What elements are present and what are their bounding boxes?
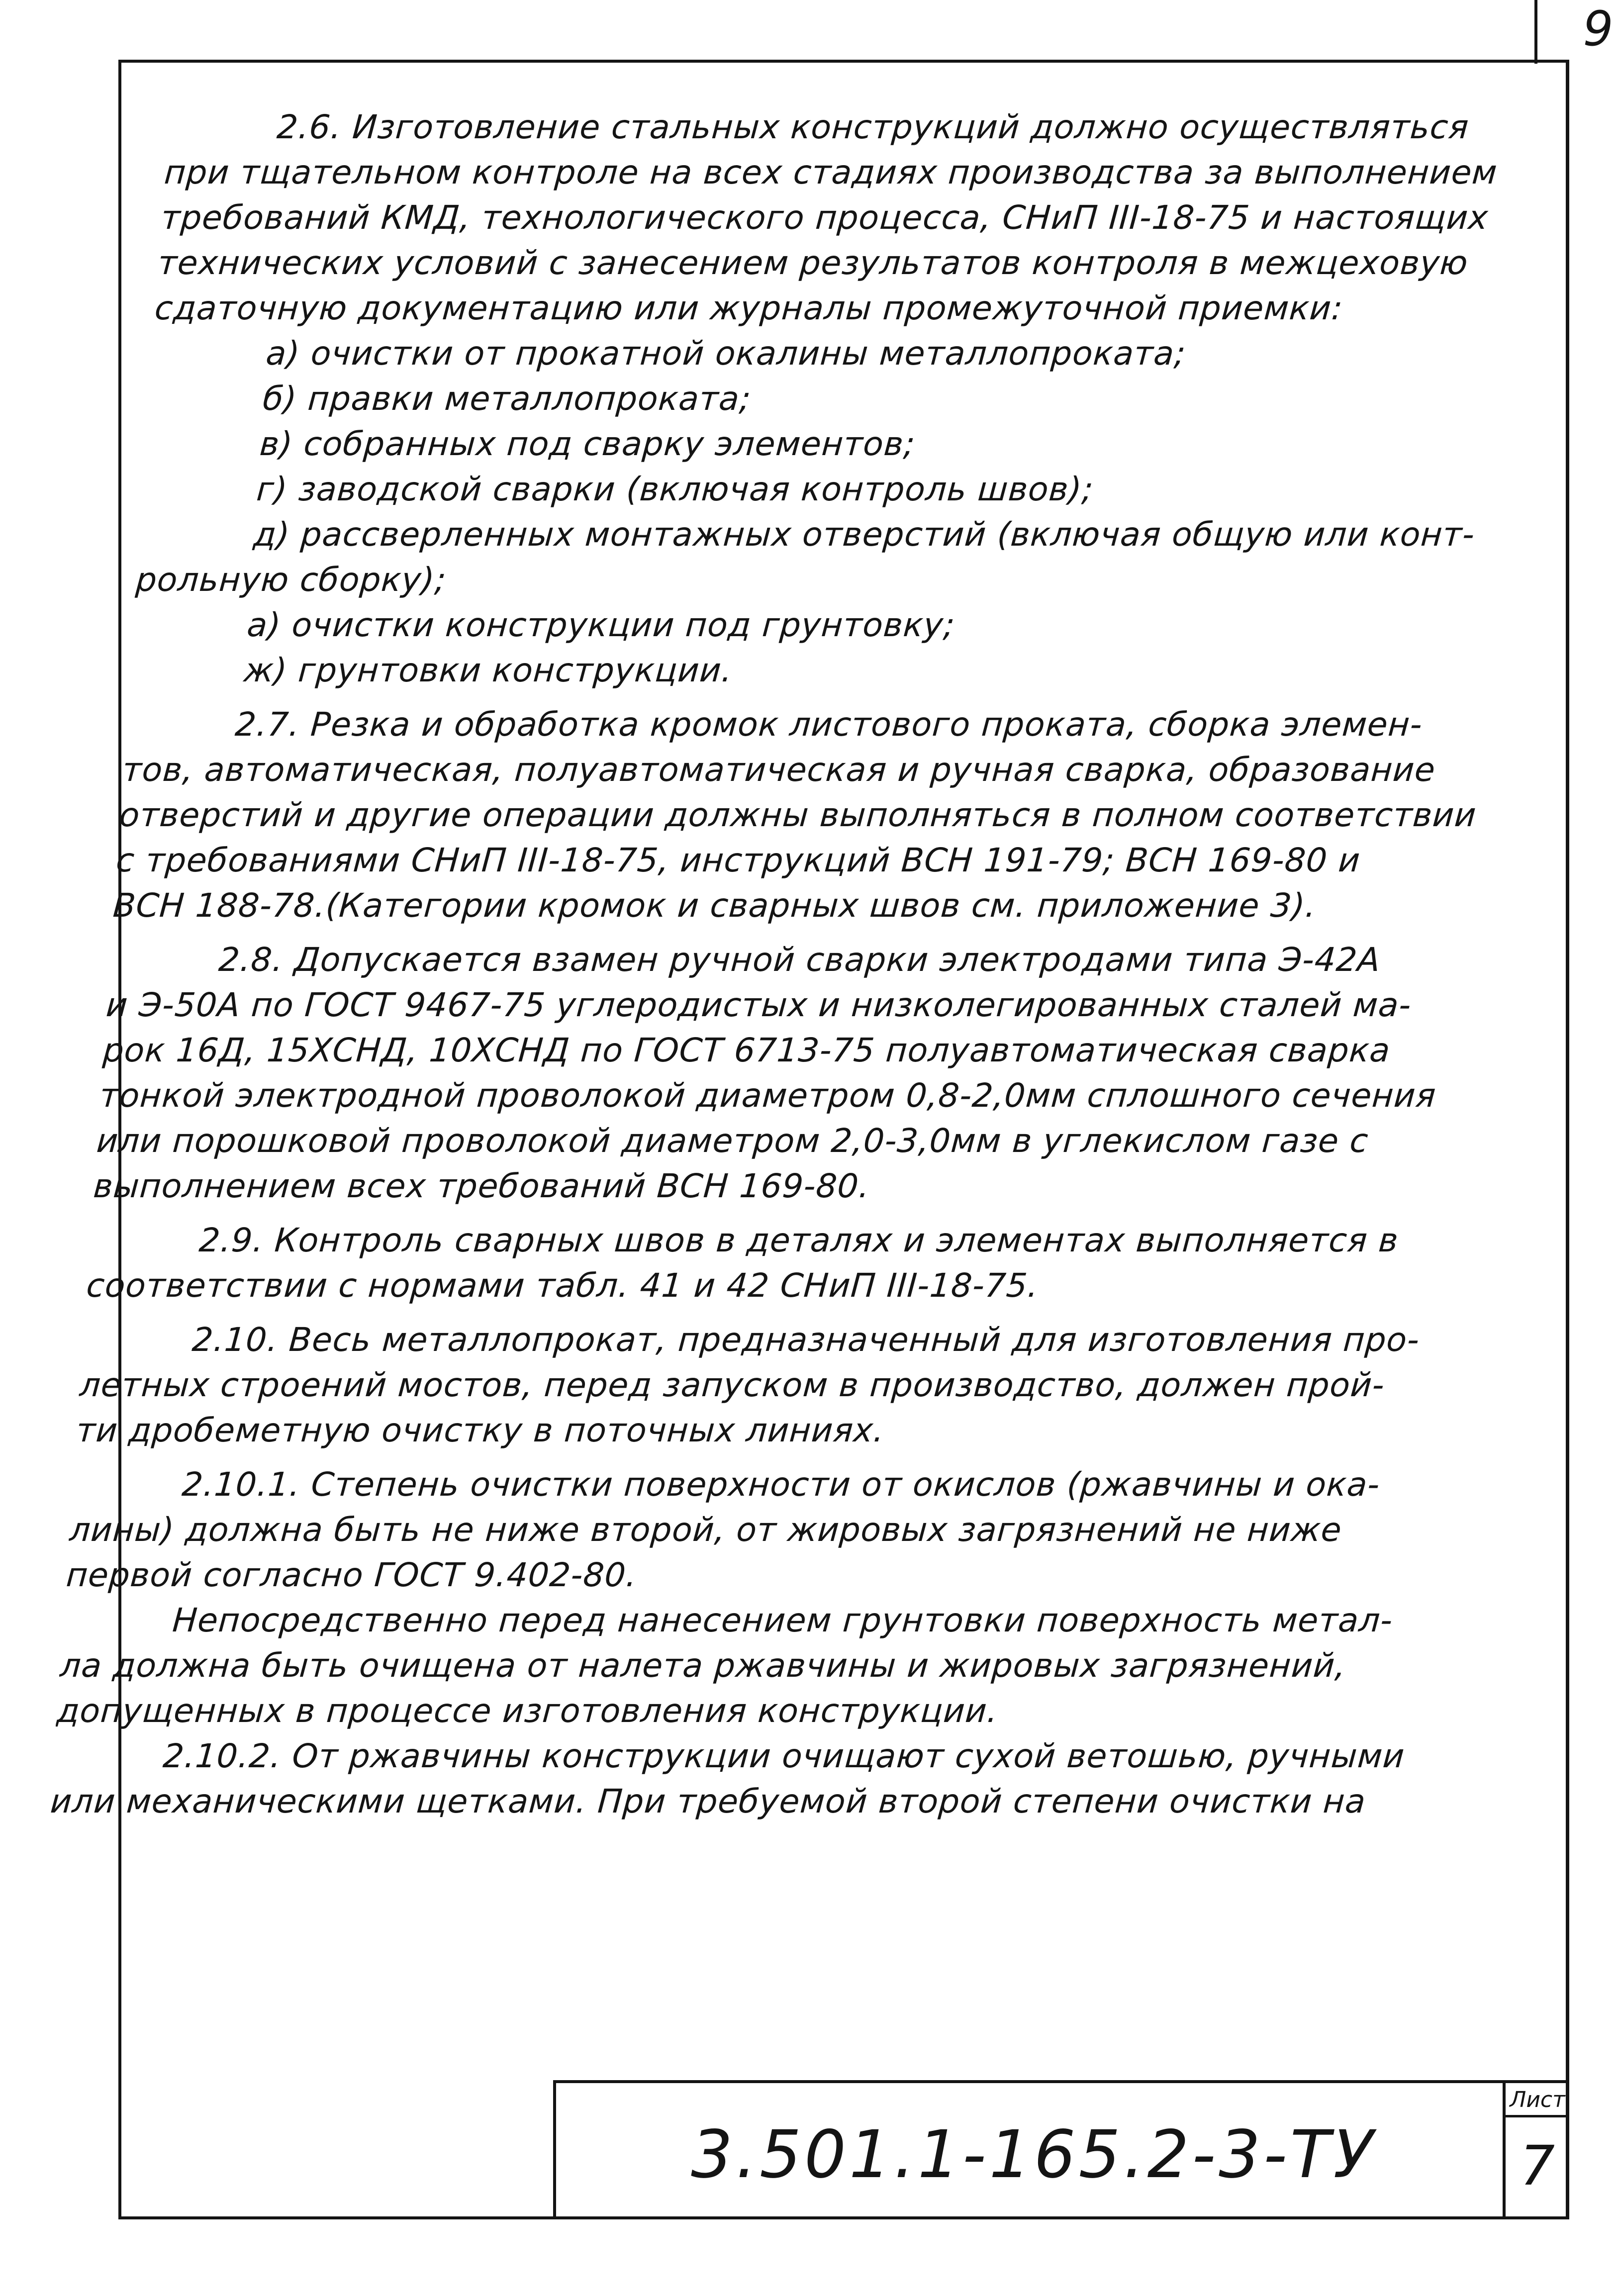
document-code: 3.501.1-165.2-3-ТУ xyxy=(691,2116,1376,2193)
text-line: лины) должна быть не ниже второй, от жировых загрязнений не ниже xyxy=(68,1511,1343,1549)
text-line: технических условий с занесением результатов контроля в межцеховую xyxy=(157,244,1470,282)
text-line: 2.10.2. От ржавчины конструкции очищают сухой ветошью, ручными xyxy=(162,1737,1406,1775)
text-line: тов, автоматическая, полуавтоматическая и ручная сварка, образование xyxy=(121,751,1437,789)
text-line: 2.8. Допускается взамен ручной сварки электродами типа Э-42А xyxy=(217,941,1382,979)
text-line: рольную сборку); xyxy=(134,561,448,599)
text-line: отверстий и другие операции должны выполняться в полном соответствии xyxy=(118,796,1478,834)
text-line: летных строений мостов, перед запуском в производство, должен прой- xyxy=(78,1366,1386,1404)
text-line: 2.9. Контроль сварных швов в деталях и элементах выполняется в xyxy=(197,1221,1400,1259)
text-line: выполнением всех требований ВСН 169-80. xyxy=(92,1167,871,1205)
text-line: сдаточную документацию или журналы промежуточной приемки: xyxy=(153,289,1344,327)
text-line: при тщательном контроле на всех стадиях производства за выполнением xyxy=(163,153,1499,191)
list-item: а) очистки конструкции под грунтовку; xyxy=(246,606,956,644)
list-item: г) заводской сварки (включая контроль швов); xyxy=(255,470,1095,508)
sheet-number: 7 xyxy=(1520,2134,1555,2198)
text-line: первой согласно ГОСТ 9.402-80. xyxy=(65,1556,639,1594)
text-line: с требованиями СНиП III-18-75, инструкций ВСН 191-79; ВСН 169-80 и xyxy=(115,841,1362,879)
text-line: требований КМД, технологического процесса, СНиП III-18-75 и настоящих xyxy=(160,198,1490,237)
document-body xyxy=(33,104,1557,2054)
text-line: или механическими щетками. При требуемой второй степени очистки на xyxy=(49,1782,1367,1820)
list-item: б) правки металлопроката; xyxy=(261,380,753,418)
title-block xyxy=(553,2080,1569,2219)
corner-divider xyxy=(1534,0,1537,64)
text-line: тонкой электродной проволокой диаметром 0,8-2,0мм сплошного сечения xyxy=(98,1076,1437,1115)
text-line: или порошковой проволокой диаметром 2,0-3,0мм в углекислом газе с xyxy=(95,1122,1370,1160)
text-line: Непосредственно перед нанесением грунтовки поверхность метал- xyxy=(171,1601,1394,1639)
text-line: допущенных в процессе изготовления конструкции. xyxy=(55,1692,1000,1730)
text-line: 2.10. Весь металлопрокат, предназначенный для изготовления про- xyxy=(190,1321,1421,1359)
text-line: рок 16Д, 15ХСНД, 10ХСНД по ГОСТ 6713-75 полуавтоматическая сварка xyxy=(101,1031,1392,1069)
page-corner-number: 9 xyxy=(1583,1,1614,57)
text-line: ВСН 188-78.(Категории кромок и сварных швов см. приложение 3). xyxy=(111,886,1318,925)
text-line: соответствии с нормами табл. 41 и 42 СНиП III-18-75. xyxy=(85,1266,1040,1305)
sheet-box xyxy=(1503,2083,1569,2219)
sheet-label: Лист xyxy=(1506,2085,1569,2117)
text-line: 2.6. Изготовление стальных конструкций должно осуществляться xyxy=(276,108,1470,146)
text-line: 2.10.1. Степень очистки поверхности от окислов (ржавчины и ока- xyxy=(181,1465,1381,1504)
text-line: и Э-50А по ГОСТ 9467-75 углеродистых и низколегированных сталей ма- xyxy=(104,986,1413,1024)
list-item: ж) грунтовки конструкции. xyxy=(242,651,734,689)
text-line: 2.7. Резка и обработка кромок листового проката, сборка элемен- xyxy=(234,705,1424,744)
text-line: ла должна быть очищена от налета ржавчины и жировых загрязнений, xyxy=(58,1646,1347,1685)
list-item: а) очистки от прокатной окалины металлопроката; xyxy=(265,334,1187,373)
list-item: в) собранных под сварку элементов; xyxy=(258,425,917,463)
text-line: ти дробеметную очистку в поточных линиях. xyxy=(75,1411,886,1449)
list-item: д) рассверленных монтажных отверстий (включая общую или конт- xyxy=(252,515,1476,554)
